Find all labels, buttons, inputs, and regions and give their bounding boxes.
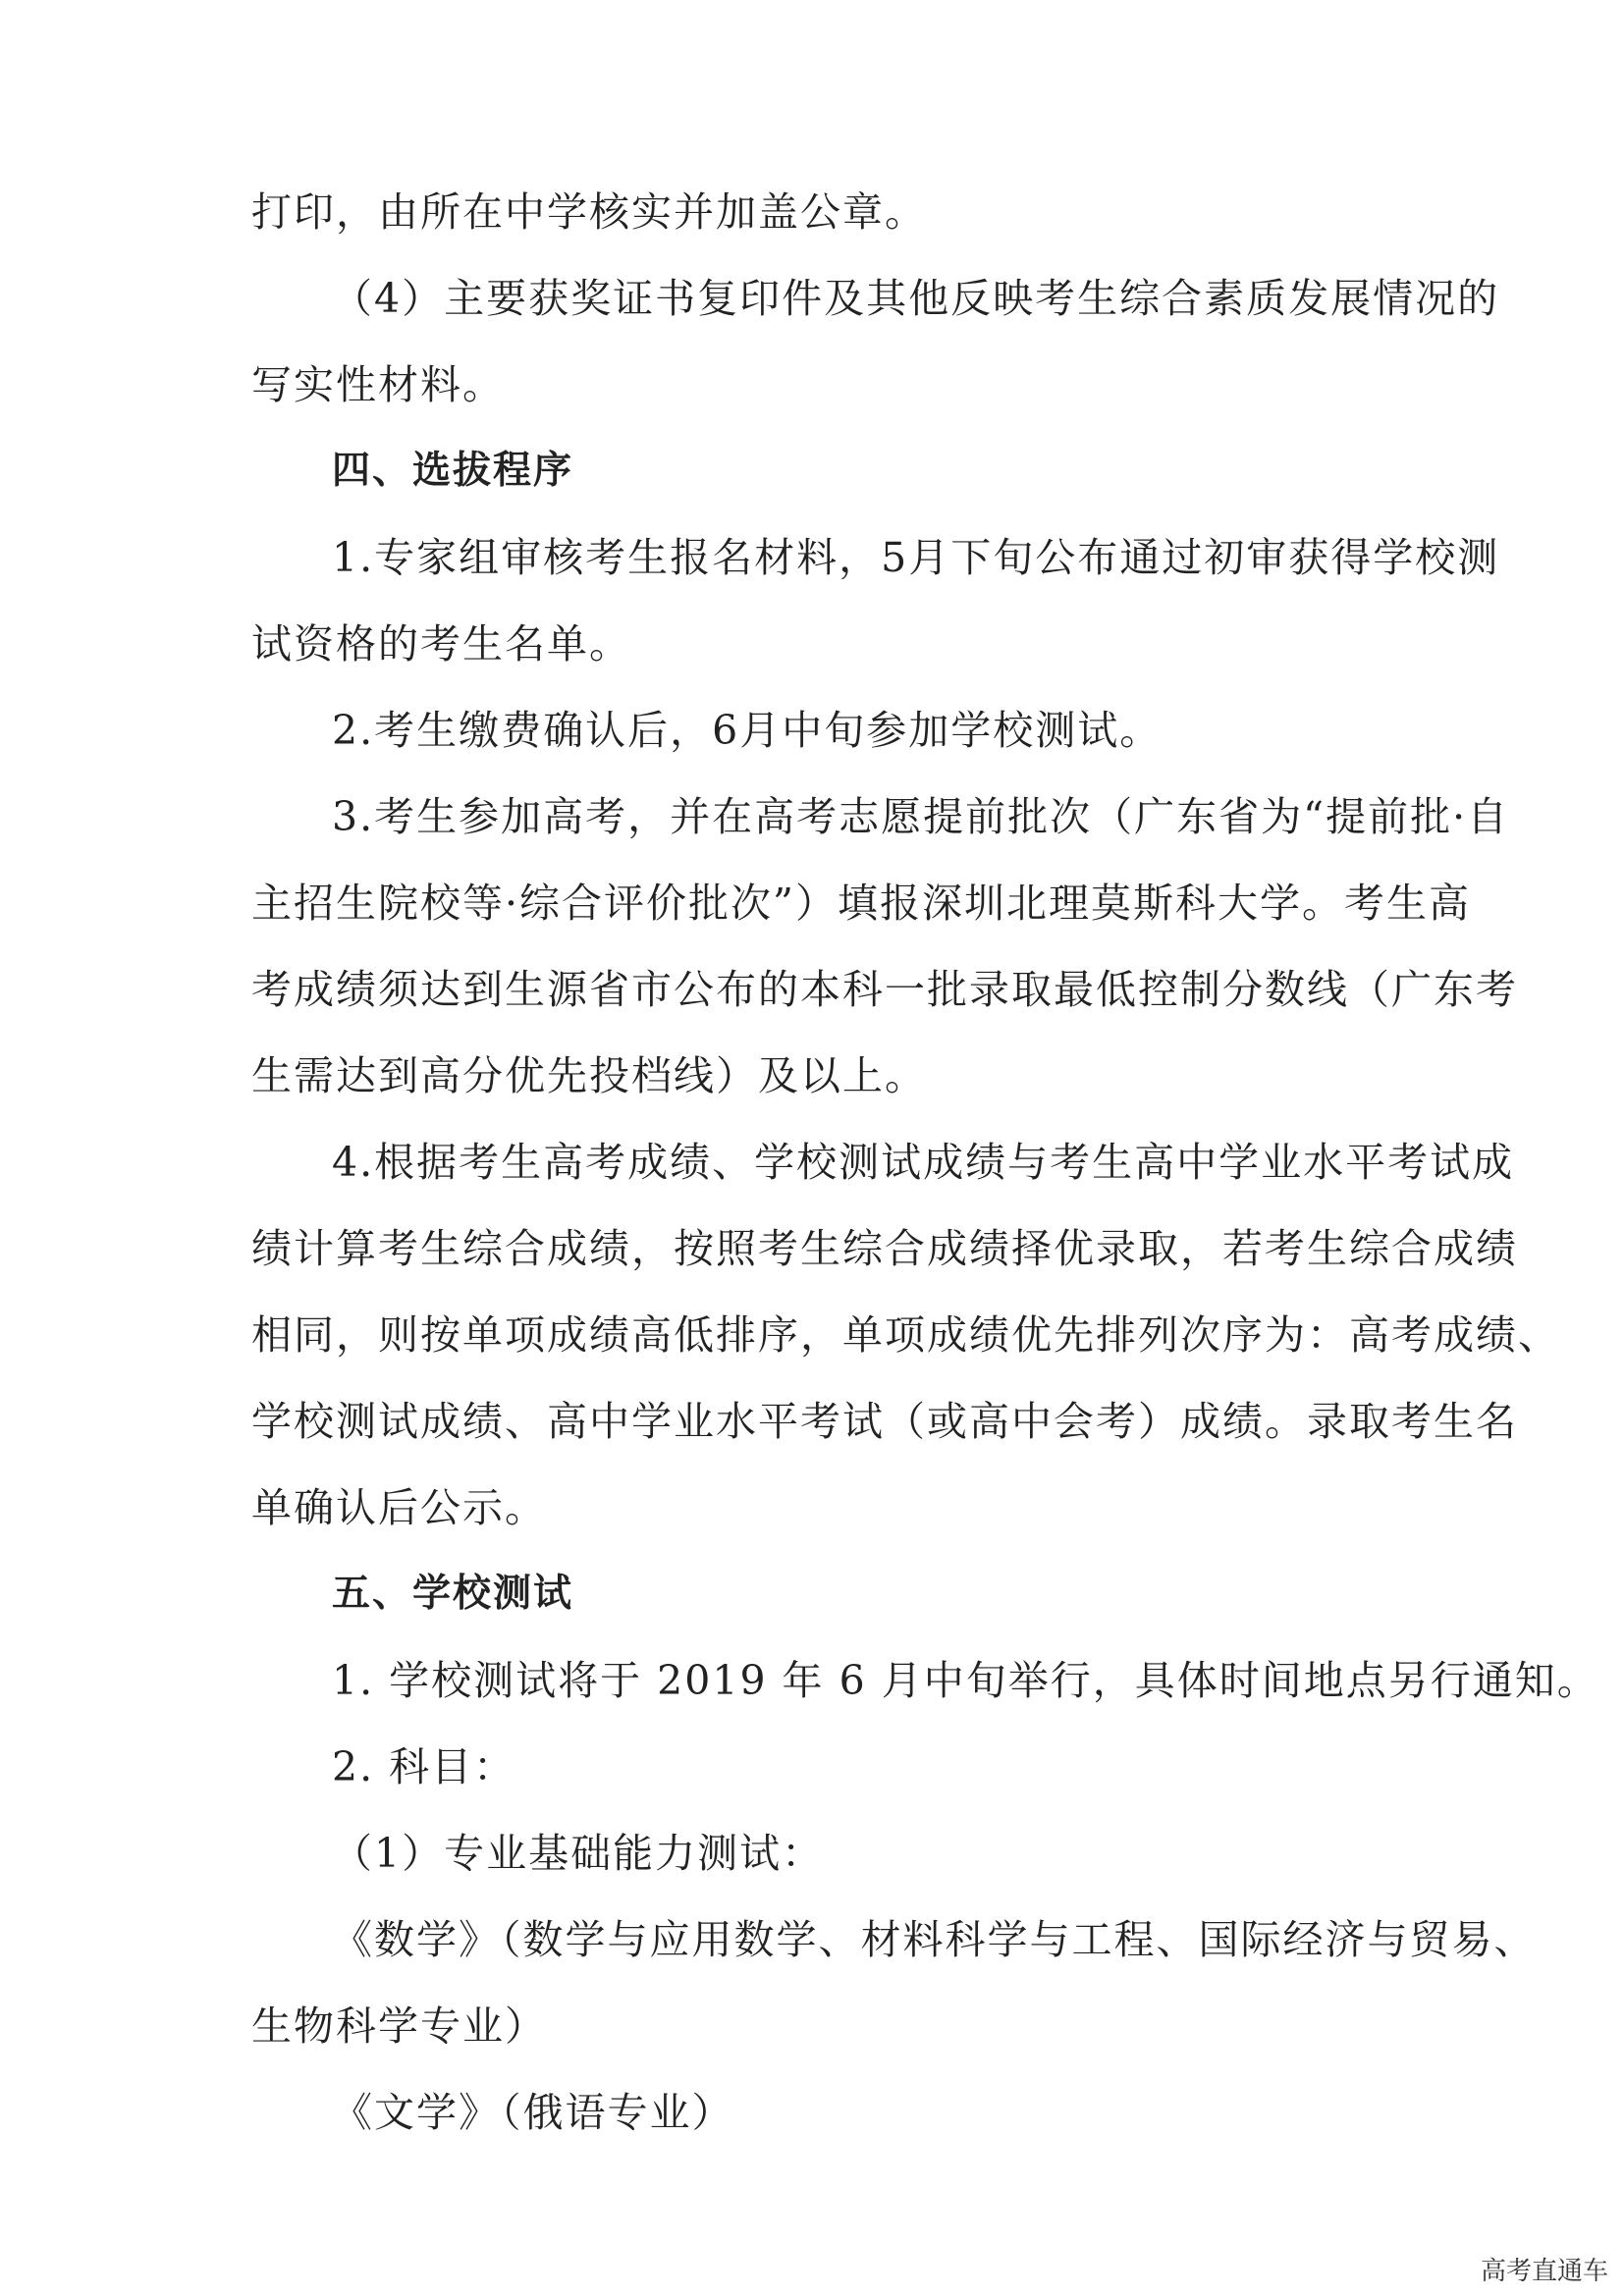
paragraph-line: 3.考生参加高考，并在高考志愿提前批次（广东省为“提前批·自 xyxy=(332,793,1510,840)
paragraph-line: 主招生院校等·综合评价批次”）填报深圳北理莫斯科大学。考生高 xyxy=(251,880,1471,927)
paragraph-line: （1）专业基础能力测试： xyxy=(332,1830,825,1877)
paragraph-line: 2.考生缴费确认后，6月中旬参加学校测试。 xyxy=(332,707,1163,754)
paragraph-line: 1. 学校测试将于 2019 年 6 月中旬举行，具体时间地点另行通知。 xyxy=(332,1657,1599,1704)
paragraph-line: 打印，由所在中学核实并加盖公章。 xyxy=(251,188,927,236)
paragraph-line: 考成绩须达到生源省市公布的本科一批录取最低控制分数线（广东考 xyxy=(251,966,1518,1013)
paragraph-line: 学校测试成绩、高中学业水平考试（或高中会考）成绩。录取考生名 xyxy=(251,1398,1518,1445)
paragraph-line: 生需达到高分优先投档线）及以上。 xyxy=(251,1052,927,1099)
paragraph-line: 《文学》（俄语专业） xyxy=(332,2089,734,2136)
watermark: 高考直通车 xyxy=(1480,2257,1608,2286)
paragraph-line: 相同，则按单项成绩高低排序，单项成绩优先排列次序为：高考成绩、 xyxy=(251,1311,1560,1359)
paragraph-line: 1.专家组审核考生报名材料，5月下旬公布通过初审获得学校测 xyxy=(332,534,1500,581)
paragraph-line: 生物科学专业） xyxy=(251,2002,547,2050)
section-heading: 五、学校测试 xyxy=(332,1572,574,1616)
paragraph-line: 写实性材料。 xyxy=(251,361,505,408)
paragraph-line: 2. 科目： xyxy=(332,1743,516,1790)
paragraph-line: 单确认后公示。 xyxy=(251,1484,547,1531)
paragraph-line: 绩计算考生综合成绩，按照考生综合成绩择优录取，若考生综合成绩 xyxy=(251,1225,1518,1272)
section-heading: 四、选拔程序 xyxy=(332,449,574,493)
paragraph-line: 4.根据考生高考成绩、学校测试成绩与考生高中学业水平考试成 xyxy=(332,1139,1515,1186)
paragraph-line: 《数学》（数学与应用数学、材料科学与工程、国际经济与贸易、 xyxy=(332,1916,1537,1963)
paragraph-line: 试资格的考生名单。 xyxy=(251,620,631,667)
paragraph-line: （4）主要获奖证书复印件及其他反映考生综合素质发展情况的 xyxy=(332,275,1500,322)
